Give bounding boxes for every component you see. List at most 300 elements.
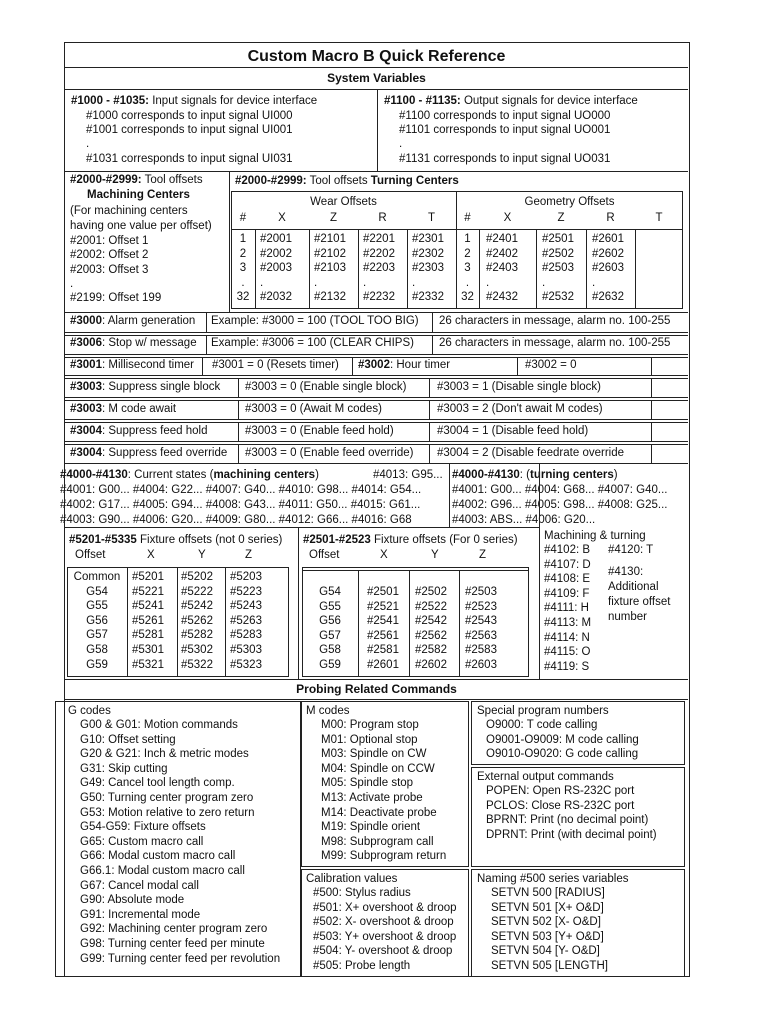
list-item: G98: Turning center feed per minute [80, 937, 265, 950]
cell: #2301 [412, 233, 444, 245]
list-item: M19: Spindle orient [321, 821, 421, 834]
divider [231, 229, 683, 230]
cell: #2581 [367, 644, 399, 657]
geom-x-column [486, 232, 518, 305]
col-header: # [464, 212, 471, 224]
col-header: T [427, 212, 436, 224]
var-name: #3002 [358, 359, 390, 371]
fixture-b-col-z: Z [479, 549, 487, 561]
col-header: # [239, 212, 247, 224]
cell: #2101 [314, 233, 346, 245]
col-header: R [606, 212, 615, 224]
divider [651, 378, 652, 397]
cell: 3 [464, 262, 471, 275]
mt-note: Additional [608, 581, 659, 593]
cell: G58 [86, 643, 108, 656]
stop-note: 26 characters in message, alarm no. 100-255 [439, 337, 671, 349]
list-item: M04: Spindle on CCW [321, 762, 435, 775]
input-signal-line: . [86, 138, 90, 150]
quick-reference-sheet [60, 42, 690, 977]
mc-states-line: #4001: G00... #4004: G22... #4007: G40... #4010: G98... #4014: G54... [60, 484, 422, 496]
var-desc: Fixture offsets (For 0 series) [370, 534, 518, 546]
list-item: M01: Optional stop [321, 733, 418, 746]
naming-heading: Naming #500 series variables [477, 873, 629, 885]
list-item: #503: Y+ overshoot & droop [313, 930, 457, 943]
cell: #2532 [542, 291, 574, 304]
cell: 2 [464, 247, 471, 260]
divider [65, 354, 688, 355]
divider [65, 444, 688, 445]
cell: #2502 [415, 586, 447, 598]
tc-states-line: #4002: G96... #4005: G98... #4008: G25... [452, 499, 668, 511]
mc-states-line: #4002: G17... #4005: G94... #4008: G43... #4011: G50... #4015: G61... [60, 499, 421, 511]
divider [459, 570, 460, 677]
list-item: M98: Subprogram call [321, 835, 434, 848]
mcode-await-label [70, 402, 176, 416]
cell: #2542 [415, 615, 447, 628]
divider [255, 229, 256, 309]
divider [517, 357, 518, 375]
list-item: O9001-O9009: M code calling [486, 733, 639, 746]
cell: #2432 [486, 291, 518, 304]
list-item: G10: Offset setting [80, 733, 176, 746]
list-item: SETVN 500 [RADIUS] [491, 887, 605, 899]
geom-z-column [542, 232, 574, 305]
feed-hold-a: #3003 = 0 (Enable feed hold) [245, 425, 394, 437]
feed-override-label [70, 446, 227, 460]
gcodes-heading: G codes [68, 705, 111, 717]
geom-r-column [592, 232, 624, 305]
cell: #2603 [592, 262, 624, 275]
divider [225, 567, 226, 677]
list-item: DPRNT: Print (with decimal point) [486, 828, 657, 841]
divider [65, 699, 688, 700]
cell: G56 [319, 615, 341, 628]
var-bold: turning centers [530, 469, 614, 481]
divider [65, 463, 688, 464]
cell: #2501 [367, 586, 399, 598]
var-desc: : Millisecond timer [101, 359, 195, 371]
cell: #4115: O [544, 646, 591, 659]
cell: #2232 [363, 291, 395, 304]
cell: #5242 [181, 600, 213, 613]
tc-num-column [231, 232, 255, 305]
fixture-a-names [67, 570, 127, 672]
var-name: #2501-#2523 [303, 534, 371, 546]
divider [429, 378, 430, 397]
mcode-await-b: #3003 = 2 (Don't await M codes) [437, 403, 603, 415]
cell: 1 [464, 233, 471, 245]
fixture-a-x [132, 570, 164, 672]
geometry-offsets-label: Geometry Offsets [524, 196, 615, 208]
cell: #5262 [181, 614, 213, 627]
cell: #2032 [260, 291, 292, 304]
calibration-list [313, 886, 457, 974]
divider [635, 229, 636, 309]
var-name: #3004 [70, 425, 102, 437]
list-item: G66.1: Modal custom macro call [80, 864, 245, 877]
cell: #4109: F [544, 587, 590, 600]
list-item: #502: X- overshoot & droop [313, 916, 454, 929]
cell: #2603 [465, 658, 497, 671]
cell: #2522 [415, 600, 447, 613]
divider [651, 357, 652, 375]
naming-list [491, 886, 608, 974]
cell: . [486, 276, 490, 289]
divider [229, 171, 230, 312]
list-item: G53: Motion relative to zero return [80, 806, 255, 819]
list-item: G31: Skip cutting [80, 762, 168, 775]
cell: G59 [319, 658, 341, 671]
list-item: #505: Probe length [313, 959, 411, 972]
divider [238, 400, 239, 419]
list-item: G92: Machining center program zero [80, 923, 268, 936]
divider [449, 463, 450, 527]
cell: #2583 [465, 644, 497, 657]
hour-timer-example: #3002 = 0 [525, 359, 577, 371]
cell: #2543 [465, 615, 497, 628]
cell: #4107: D [544, 558, 591, 571]
tc-tool-bold: Turning Centers [370, 175, 459, 187]
mt-4130: #4130: [608, 566, 644, 578]
cell: #5222 [181, 585, 213, 598]
cell: #5221 [132, 585, 164, 598]
divider [651, 400, 652, 419]
var-desc: ) [315, 469, 319, 481]
var-name: #3006 [70, 337, 102, 349]
var-desc: : Stop w/ message [101, 337, 197, 349]
cell: #2401 [486, 233, 518, 245]
cell: #2563 [465, 629, 497, 642]
divider [429, 422, 430, 441]
output-signal-line: #1100 corresponds to input signal UO000 [399, 110, 611, 122]
cell: G56 [86, 614, 108, 627]
var-desc: : Alarm generation [101, 315, 196, 327]
col-header: T [655, 212, 663, 224]
cell: #4114: N [544, 631, 590, 644]
divider [407, 229, 408, 309]
var-desc: : M code await [101, 403, 177, 415]
fixture-a-heading [69, 533, 282, 547]
var-desc: : ( [519, 469, 531, 481]
var-desc: : Suppress feed override [101, 447, 228, 459]
alarm-label [70, 314, 195, 328]
list-item: M05: Spindle stop [321, 777, 414, 790]
fixture-a-y [181, 570, 213, 672]
cell: #5303 [230, 643, 262, 656]
mc-note: (For machining centers [70, 205, 188, 217]
cell: G55 [319, 600, 341, 613]
output-signal-line: . [399, 138, 403, 150]
divider [65, 378, 688, 379]
cell: G54 [86, 585, 108, 598]
input-signal-line: #1031 corresponds to input signal UI031 [86, 153, 293, 165]
fixture-a-z [230, 570, 262, 672]
cell: #2541 [367, 615, 399, 628]
divider [65, 312, 688, 313]
mc-tool-range: #2000-#2999: [70, 174, 142, 186]
divider [65, 375, 688, 376]
cell: #2303 [412, 262, 444, 275]
cell: #5223 [230, 585, 262, 598]
list-item: SETVN 502 [X- O&D] [491, 916, 601, 929]
wear-z-column [314, 232, 346, 305]
feed-hold-label [70, 424, 207, 438]
list-item: M03: Spindle on CW [321, 748, 427, 761]
cell: #2103 [314, 262, 346, 275]
cell: . [241, 276, 245, 289]
suppress-block-label [70, 380, 220, 394]
cell: #2523 [465, 600, 497, 613]
cell: G59 [86, 658, 108, 671]
divider [651, 422, 652, 441]
cell: . [314, 276, 318, 289]
cell: G54 [319, 586, 341, 598]
output-signal-line: #1101 corresponds to input signal UO001 [399, 124, 611, 136]
cell: #4119: S [544, 660, 590, 673]
divider [206, 335, 207, 354]
wear-x-column [260, 232, 292, 305]
cell: #5321 [132, 658, 164, 671]
cell: 2 [239, 247, 247, 260]
list-item: O9010-O9020: G code calling [486, 748, 639, 761]
col-header: R [378, 212, 387, 224]
page-title: Custom Macro B Quick Reference [247, 48, 506, 65]
list-item: G66: Modal custom macro call [80, 850, 236, 863]
fixture-b-y [415, 585, 447, 673]
fixture-a-col-x: X [147, 549, 155, 561]
cell: #4113: M [544, 616, 592, 629]
wear-offsets-label: Wear Offsets [310, 196, 377, 208]
cell: #2201 [363, 233, 395, 245]
feed-hold-b: #3004 = 1 (Disable feed hold) [437, 425, 589, 437]
mc-states-line: #4003: G90... #4006: G20... #4009: G80... #4012: G66... #4016: G68 [60, 514, 412, 526]
list-item: SETVN 504 [Y- O&D] [491, 945, 600, 958]
cell: #2403 [486, 262, 518, 275]
cell: #2302 [412, 247, 444, 260]
stop-example: Example: #3006 = 100 (CLEAR CHIPS) [211, 337, 414, 349]
mt-note: number [608, 611, 647, 623]
cell: #2132 [314, 291, 346, 304]
divider [65, 332, 688, 333]
var-desc: : Current states ( [127, 469, 214, 481]
cell: #2582 [415, 644, 447, 657]
var-name: #3001 [70, 359, 102, 371]
list-item: SETVN 505 [LENGTH] [491, 959, 608, 972]
divider [539, 527, 540, 679]
cell: . [260, 276, 264, 289]
fixture-b-heading [303, 533, 518, 547]
external-output-list [486, 784, 657, 842]
wear-r-column [363, 232, 395, 305]
divider [536, 229, 537, 309]
mt-note: fixture offset [608, 596, 671, 608]
fixture-b-x [367, 585, 399, 673]
feed-override-a: #3003 = 0 (Enable feed override) [245, 447, 414, 459]
suppress-block-a: #3003 = 0 (Enable single block) [245, 381, 407, 393]
divider [65, 397, 688, 398]
alarm-note: 26 characters in message, alarm no. 100-255 [439, 315, 671, 327]
var-name: #4000-#4130 [452, 469, 520, 481]
var-name: #3003 [70, 403, 102, 415]
fixture-b-col-x: X [380, 549, 388, 561]
cell: #5261 [132, 614, 164, 627]
mc-states-tail: #4013: G95... [373, 469, 443, 481]
cell: #4108: E [544, 573, 591, 586]
cell: #5322 [181, 658, 213, 671]
ms-timer-label [70, 358, 194, 372]
cell: #2602 [592, 247, 624, 260]
cell: 32 [461, 291, 474, 304]
input-signal-line: #1001 corresponds to input signal UI001 [86, 124, 293, 136]
cell: #2601 [367, 658, 399, 671]
divider [65, 527, 539, 528]
var-desc: : Suppress single block [101, 381, 221, 393]
divider [352, 357, 353, 375]
mc-subheading: Machining Centers [87, 189, 190, 201]
output-signal-line: #1131 corresponds to input signal UO031 [399, 153, 611, 165]
mt-heading: Machining & turning [544, 530, 646, 542]
divider [65, 441, 688, 442]
var-bold: machining centers [213, 469, 316, 481]
mc-offset-row: #2002: Offset 2 [70, 249, 149, 261]
cell: #2501 [542, 233, 574, 245]
mcode-await-a: #3003 = 0 (Await M codes) [245, 403, 382, 415]
divider [65, 67, 688, 68]
divider [432, 335, 433, 354]
cell: #2632 [592, 291, 624, 304]
cell: . [465, 276, 470, 289]
list-item: POPEN: Open RS-232C port [486, 785, 635, 797]
cell: G55 [86, 600, 108, 613]
cell: #2503 [465, 586, 497, 598]
divider [65, 679, 688, 680]
system-variables-heading: System Variables [327, 71, 426, 85]
cell: #5282 [181, 629, 213, 642]
mc-tool-desc: Tool offsets [141, 174, 203, 186]
cell: #2001 [260, 233, 292, 245]
tc-tool-desc: Tool offsets [306, 175, 371, 187]
list-item: G54-G59: Fixture offsets [80, 821, 206, 834]
list-item: G91: Incremental mode [80, 908, 201, 921]
list-item: M13: Activate probe [321, 791, 423, 804]
col-header: Z [557, 212, 565, 224]
list-item: PCLOS: Close RS-232C port [486, 799, 635, 812]
divider [65, 419, 688, 420]
var-name: #3004 [70, 447, 102, 459]
cell: #5281 [132, 629, 164, 642]
cell: #2561 [367, 629, 399, 642]
divider [202, 357, 203, 375]
cell: #5301 [132, 643, 164, 656]
divider [127, 567, 128, 677]
mc-offset-row: #2001: Offset 1 [70, 235, 149, 247]
divider [539, 463, 540, 527]
divider [429, 400, 430, 419]
divider [238, 444, 239, 463]
suppress-block-b: #3003 = 1 (Disable single block) [437, 381, 601, 393]
fixture-b-col-y: Y [431, 549, 439, 561]
var-desc: : Suppress feed hold [101, 425, 208, 437]
cell: #2521 [367, 600, 399, 613]
var-name: #5201-#5335 [69, 534, 137, 546]
external-output-heading: External output commands [477, 771, 614, 783]
cell: 1 [239, 233, 247, 245]
cell: #4111: H [544, 602, 589, 615]
wear-t-column [412, 232, 444, 305]
mcodes-list [321, 718, 446, 864]
cell: #5202 [181, 571, 213, 583]
cell: #2002 [260, 247, 292, 260]
probing-heading: Probing Related Commands [296, 682, 457, 696]
list-item: M00: Program stop [321, 719, 419, 731]
list-item: #500: Stylus radius [313, 887, 411, 899]
cell: #5283 [230, 629, 262, 642]
mc-note: having one value per offset) [70, 220, 212, 232]
cell: G57 [86, 629, 108, 642]
col-header: X [503, 212, 512, 224]
cell: #5201 [132, 571, 164, 583]
list-item: M14: Deactivate probe [321, 806, 437, 819]
var-desc: : Hour timer [389, 359, 451, 371]
divider [177, 567, 178, 677]
tc-tool-offsets-heading [235, 174, 459, 188]
divider [429, 444, 430, 463]
cell: #5263 [230, 614, 262, 627]
cell: #2102 [314, 247, 346, 260]
cell: #5203 [230, 571, 262, 583]
list-item: G20 & G21: Inch & metric modes [80, 748, 249, 761]
list-item: SETVN 503 [Y+ O&D] [491, 930, 604, 943]
list-item: G50: Turning center program zero [80, 791, 254, 804]
divider [238, 378, 239, 397]
special-programs-list [486, 718, 639, 762]
divider [65, 171, 688, 172]
var-name: #4000-#4130 [60, 469, 128, 481]
mc-offset-row: . [70, 278, 74, 290]
divider [651, 444, 652, 463]
mt-column [544, 543, 591, 674]
mc-offset-row: #2003: Offset 3 [70, 264, 149, 276]
cell: #2503 [542, 262, 574, 275]
var-desc: ) [613, 469, 618, 481]
cell: . [412, 276, 416, 289]
list-item: G67: Cancel modal call [80, 879, 199, 892]
list-item: BPRNT: Print (no decimal point) [486, 814, 649, 827]
cell: Common [73, 571, 121, 583]
list-item: G65: Custom macro call [80, 835, 204, 848]
list-item: G00 & G01: Motion commands [80, 719, 238, 731]
calibration-heading: Calibration values [306, 873, 398, 885]
cell: #4102: B [544, 544, 591, 556]
cell: #2203 [363, 262, 395, 275]
input-signal-line: #1000 corresponds to input signal UI000 [86, 110, 293, 122]
cell: #2202 [363, 247, 395, 260]
fixture-b-names [302, 585, 358, 673]
cell: #2402 [486, 247, 518, 260]
fixture-b-col-offset: Offset [309, 549, 340, 561]
list-item: G49: Cancel tool length comp. [80, 777, 235, 790]
divider [302, 570, 529, 571]
cell: #2332 [412, 291, 444, 304]
divider [65, 400, 688, 401]
hour-timer-label [358, 358, 450, 372]
cell: 3 [239, 262, 247, 275]
stop-label [70, 336, 197, 350]
special-programs-heading: Special program numbers [477, 705, 609, 717]
cell: #2601 [592, 233, 624, 245]
mc-offset-row: #2199: Offset 199 [70, 292, 162, 304]
